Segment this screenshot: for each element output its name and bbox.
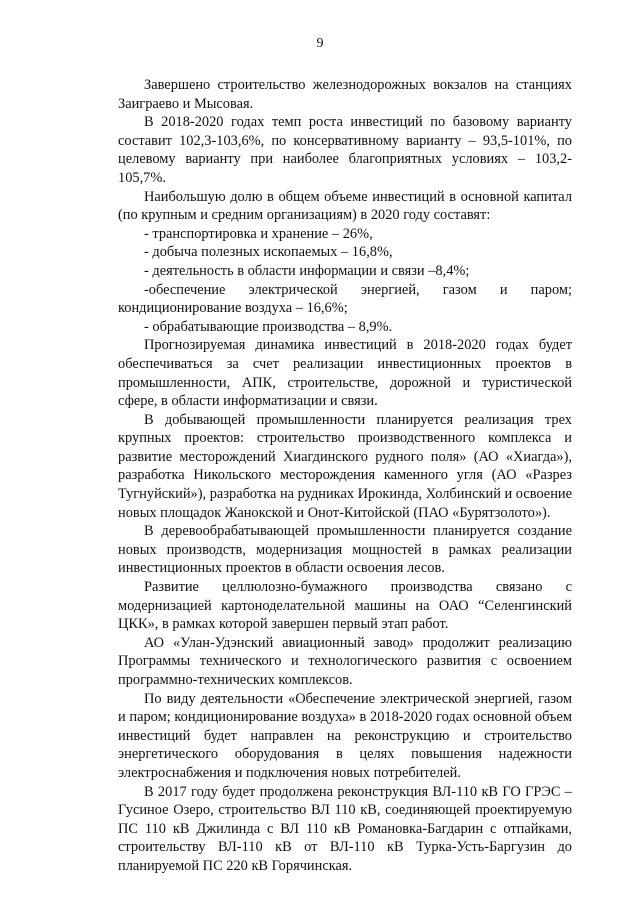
- paragraph-woodworking: В деревообрабатывающей промышленности планируется создание новых производств, модернизация мощностей в рамках реализации инвестиционных проектов в области освоения лесов.: [118, 523, 572, 577]
- list-item-manufacturing: - обрабатывающие производства – 8,9%.: [144, 318, 393, 335]
- paragraph-investment-dynamics: Прогнозируемая динамика инвестиций в 2018-2020 годах будет обеспечиваться за счет реализации инвестиционных проектов в промышленности, АПК, строительстве, дорожной и туристической сфере, в области информатизации и связи.: [118, 337, 572, 410]
- list-item-mining: - добыча полезных ископаемых – 16,8%,: [144, 244, 393, 261]
- paragraph-investment-growth: В 2018-2020 годах темп роста инвестиций по базовому варианту составит 102,3-103,6%, по консервативному варианту – 93,5-101%, по целевому варианту при наиболее благоприятных условиях – 103,2-105,7%.: [118, 114, 572, 186]
- paragraph-mining-projects: В добывающей промышленности планируется реализация трех крупных проектов: строительство производственного комплекса и развитие месторождений Хиагдинского рудного поля» (АО «Хиагда»), разработка Никольского месторождения каменного угля (АО «Разрез Тугнуйский»), разработка на рудниках Ирокинда, Холбинский и освоение новых площадок Жанокской и Онот-Китойской (ПАО «Бурятзолото»).: [118, 411, 572, 521]
- page-number: 9: [316, 36, 324, 51]
- list-item-it: - деятельность в области информации и связи –8,4%;: [144, 262, 470, 279]
- paragraph-energy-investment: По виду деятельности «Обеспечение электрической энергией, газом и паром; кондиционирование воздуха» в 2018-2020 годах основной объем инвестиций будет направлен на реконструкцию и строительство энергетического оборудования в целях повышения надежности электроснабжения и подключения новых потребителей.: [118, 690, 572, 781]
- paragraph-power-lines: В 2017 году будет продолжена реконструкция ВЛ-110 кВ ГО ГРЭС – Гусиное Озеро, строительство ВЛ 110 кВ, соединяющей проектируемую ПС 110 кВ Джилинда с ВЛ 110 кВ Романовка-Багдарин с отпайками, строительству ВЛ-110 кВ от ВЛ-110 кВ Турка-Усть-Баргузин до планируемой ПС 220 кВ Горячинская.: [118, 783, 572, 874]
- list-item-energy: -обеспечение электрической энергией, газом и паром; кондиционирование воздуха – 16,6%;: [118, 281, 572, 317]
- paragraph-stations: Завершено строительство железнодорожных вокзалов на станциях Заиграево и Мысовая.: [118, 77, 572, 112]
- list-item-transport: - транспортировка и хранение – 26%,: [144, 225, 373, 242]
- paragraph-investment-share-intro: Наибольшую долю в общем объеме инвестиций в основной капитал (по крупным и средним организациям) в 2020 году составят:: [118, 188, 572, 224]
- paragraph-aviation-plant: АО «Улан-Удэнский авиационный завод» продолжит реализацию Программы технического и технологического развития с освоением программно-технических комплексов.: [118, 634, 572, 688]
- paragraph-pulp-paper: Развитие целлюлозно-бумажного производства связано с модернизацией картоноделательной машины на ОАО “Селенгинский ЦКК», в рамках которой завершен первый этап работ.: [118, 579, 572, 633]
- document-body: [118, 76, 572, 876]
